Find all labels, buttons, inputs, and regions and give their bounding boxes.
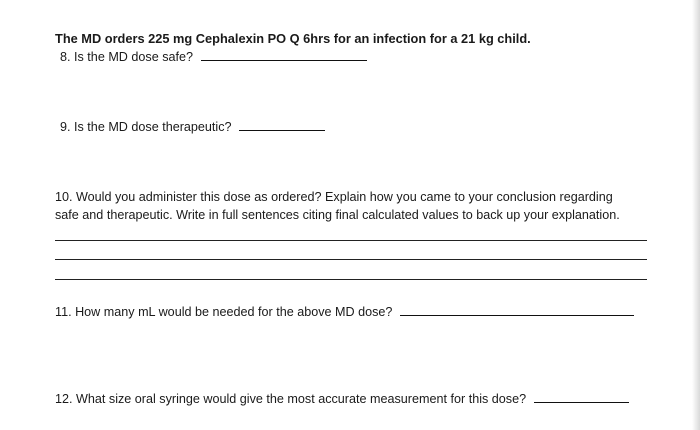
question-10-text-line-2: safe and therapeutic. Write in full sentences citing final calculated values to back up your explanation. <box>55 208 620 222</box>
question-8-number: 8. <box>60 50 71 64</box>
question-12-text: What size oral syringe would give the most accurate measurement for this dose? <box>76 392 527 406</box>
question-8 <box>60 49 367 65</box>
question-12-answer-blank[interactable] <box>534 401 629 403</box>
question-10-answer-line-3[interactable] <box>55 279 647 280</box>
question-10-line-2 <box>55 207 620 223</box>
question-10-text-line-1: Would you administer this dose as ordered? Explain how you came to your conclusion regarding <box>76 190 613 204</box>
question-8-answer-blank[interactable] <box>201 59 367 61</box>
question-10-line-1 <box>55 189 613 205</box>
question-10-answer-line-1[interactable] <box>55 240 647 241</box>
question-9-answer-blank[interactable] <box>239 129 325 131</box>
question-9 <box>60 119 325 135</box>
page-edge-shadow <box>692 0 700 430</box>
question-10-answer-line-2[interactable] <box>55 259 647 260</box>
question-12 <box>55 391 629 407</box>
question-11-text: How many mL would be needed for the above MD dose? <box>75 305 393 319</box>
question-12-number: 12. <box>55 392 73 406</box>
question-11 <box>55 304 634 320</box>
question-9-number: 9. <box>60 120 71 134</box>
question-10-number: 10. <box>55 190 73 204</box>
question-8-text: Is the MD dose safe? <box>74 50 194 64</box>
problem-heading <box>55 31 531 47</box>
question-11-answer-blank[interactable] <box>400 314 634 316</box>
question-9-text: Is the MD dose therapeutic? <box>74 120 232 134</box>
question-11-number: 11. <box>55 305 72 319</box>
heading-text: The MD orders 225 mg Cephalexin PO Q 6hrs for an infection for a 21 kg child. <box>55 31 531 46</box>
